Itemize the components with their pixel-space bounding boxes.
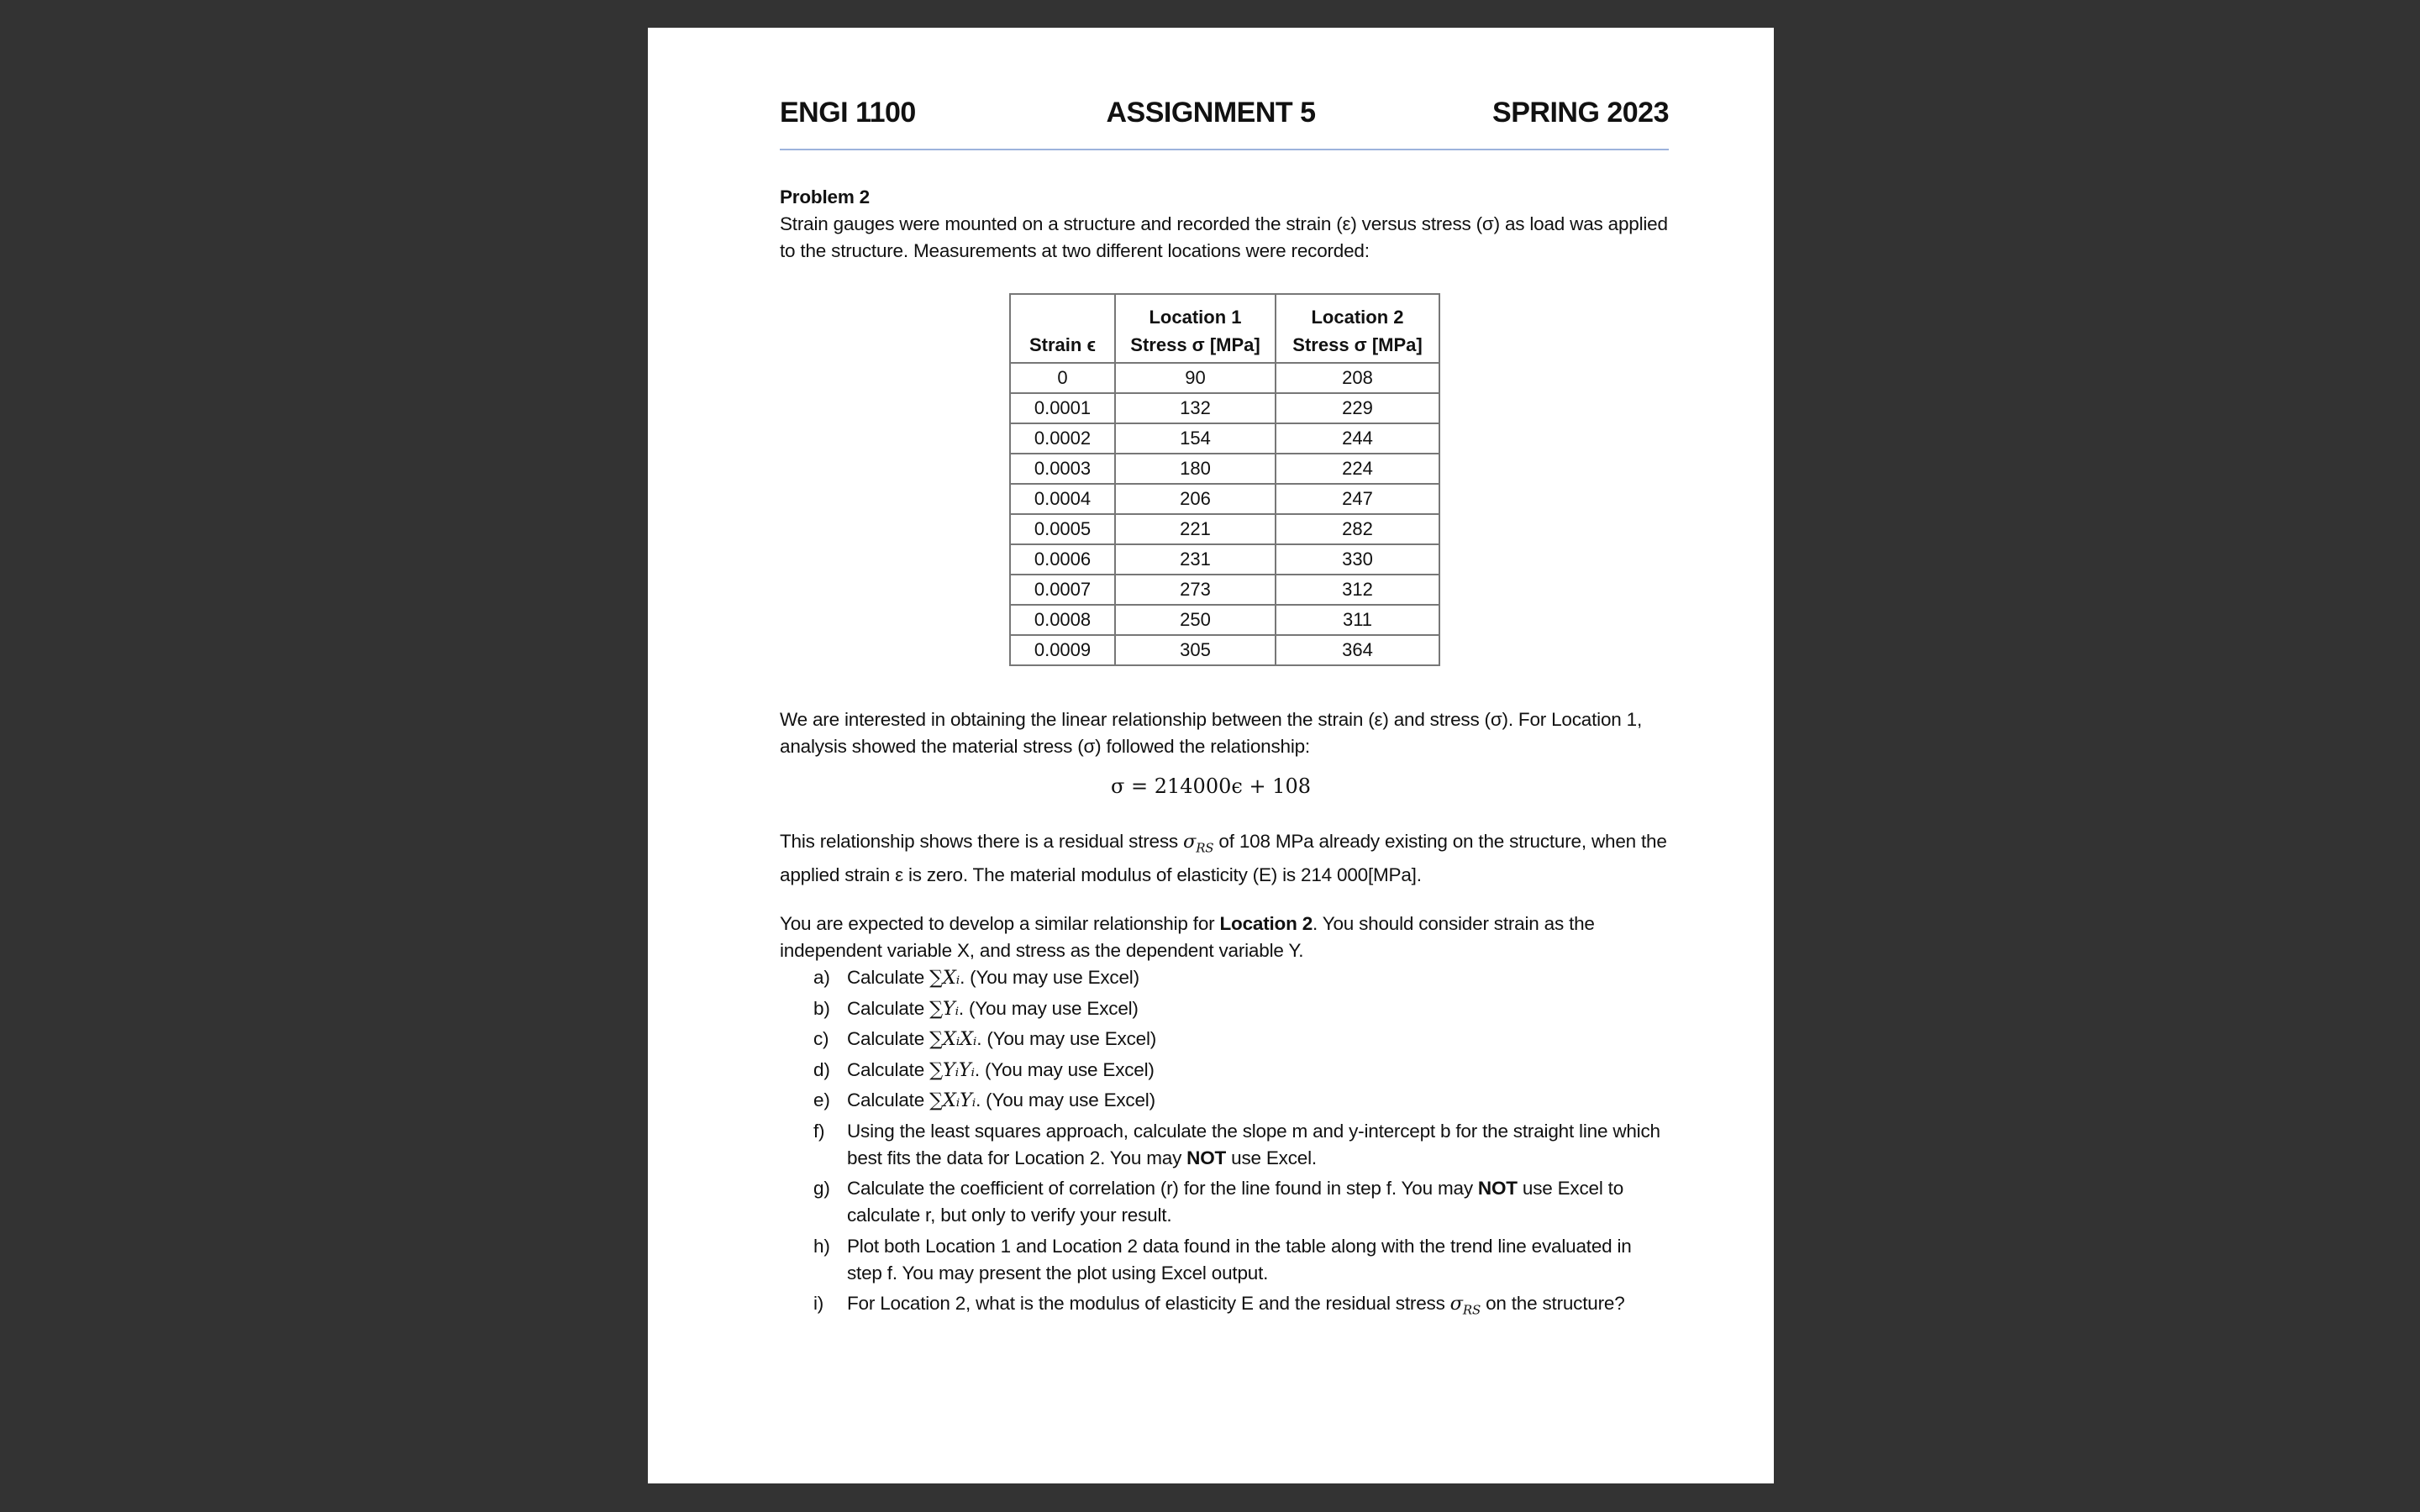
strain-cell: 0.0003: [1010, 454, 1115, 484]
text: . (You may use Excel): [976, 1089, 1155, 1110]
bold-text: NOT: [1186, 1147, 1227, 1168]
text: For Location 2, what is the modulus of elasticity E and the residual stress: [847, 1293, 1450, 1314]
text: Plot both Location 1 and Location 2 data found in the table along with the trend line evaluated in step f. You may present the plot using Excel output.: [847, 1235, 1632, 1284]
table-row: [1010, 454, 1439, 484]
stress1-header: Stress σ [MPa]: [1115, 328, 1276, 363]
text: Using the least squares approach, calculate the slope m and y-intercept b for the straight line which best fits the data for Location 2. You may: [847, 1120, 1660, 1168]
item-text: [847, 1087, 1155, 1114]
location2-stress-cell: 229: [1276, 393, 1439, 423]
item-text: [847, 1057, 1155, 1084]
table-row: [1010, 363, 1439, 393]
item-text: [847, 1233, 1662, 1287]
problem-title: Problem 2: [780, 186, 870, 207]
assignment-title: ASSIGNMENT 5: [1106, 97, 1316, 129]
course-code: ENGI 1100: [780, 97, 916, 129]
strain-cell: 0: [1010, 363, 1115, 393]
location1-stress-cell: 221: [1115, 514, 1276, 544]
sigma-symbol: σ: [1183, 831, 1197, 853]
list-item: [813, 1290, 1662, 1324]
data-table: [1009, 293, 1440, 666]
empty-header: [1010, 294, 1115, 328]
paragraph-location2: [780, 911, 1687, 964]
text: Calculate: [847, 997, 930, 1019]
item-text: [847, 995, 1139, 1022]
table-row: [1010, 514, 1439, 544]
location2-stress-cell: 330: [1276, 544, 1439, 575]
location1-stress-cell: 90: [1115, 363, 1276, 393]
location1-stress-cell: 250: [1115, 605, 1276, 635]
strain-cell: 0.0005: [1010, 514, 1115, 544]
item-text: [847, 1118, 1662, 1172]
math-expression: ∑Xᵢ: [929, 967, 960, 989]
location1-header: Location 1: [1115, 294, 1276, 328]
table-row: [1010, 393, 1439, 423]
math-expression: ∑XᵢYᵢ: [929, 1089, 976, 1111]
table-row: [1010, 423, 1439, 454]
text: . (You may use Excel): [960, 967, 1139, 988]
location2-stress-cell: 312: [1276, 575, 1439, 605]
location1-stress-cell: 273: [1115, 575, 1276, 605]
text: on the structure?: [1481, 1293, 1625, 1314]
text: Calculate: [847, 967, 930, 988]
problem-intro: Strain gauges were mounted on a structure and recorded the strain (ε) versus stress (σ) as load was applied to the structure. Measurements at two different locations were recorded:: [780, 213, 1668, 261]
item-label: d): [813, 1058, 830, 1080]
location2-stress-cell: 208: [1276, 363, 1439, 393]
item-label: f): [813, 1120, 825, 1142]
item-label: i): [813, 1293, 824, 1314]
list-item: [813, 1026, 1662, 1053]
strain-cell: 0.0007: [1010, 575, 1115, 605]
subscript: RS: [1196, 840, 1214, 856]
text: . You should consider strain as the independent variable X, and stress as the dependent variable Y.: [780, 913, 1595, 961]
text: of 108 MPa already existing on the structure, when the applied strain ε is zero. The material modulus of elasticity (E) is 214 000[MPa].: [780, 831, 1667, 885]
text: . (You may use Excel): [976, 1028, 1157, 1049]
table-row: [1010, 544, 1439, 575]
text: use Excel.: [1226, 1147, 1317, 1168]
location2-stress-cell: 244: [1276, 423, 1439, 454]
item-text: [847, 1175, 1662, 1229]
text: Calculate: [847, 1058, 930, 1080]
text: use Excel to calculate r, but only to verify your result.: [847, 1178, 1624, 1226]
location2-stress-cell: 282: [1276, 514, 1439, 544]
math-expression: ∑XᵢXᵢ: [929, 1028, 977, 1050]
math-expression: σ: [1449, 1293, 1463, 1315]
strain-cell: 0.0002: [1010, 423, 1115, 454]
strain-cell: 0.0004: [1010, 484, 1115, 514]
item-text: [847, 964, 1139, 991]
item-label: e): [813, 1089, 830, 1110]
subscript: RS: [1462, 1302, 1481, 1318]
math-expression: ∑YᵢYᵢ: [929, 1058, 975, 1081]
text: This relationship shows there is a residual stress: [780, 831, 1184, 852]
item-label: b): [813, 997, 830, 1019]
strain-cell: 0.0009: [1010, 635, 1115, 665]
bold-text: Location 2: [1219, 913, 1313, 934]
paragraph-linear-relationship: We are interested in obtaining the linear relationship between the strain (ε) and stress (σ). For Location 1, analysis showed the material stress (σ) followed the relationship:: [780, 709, 1642, 757]
stress2-header: Stress σ [MPa]: [1276, 328, 1439, 363]
equation: σ = 214000ϵ + 108: [1111, 774, 1311, 798]
location1-stress-cell: 206: [1115, 484, 1276, 514]
table-row: [1010, 484, 1439, 514]
strain-cell: 0.0006: [1010, 544, 1115, 575]
location1-stress-cell: 154: [1115, 423, 1276, 454]
header-divider: [780, 149, 1669, 150]
item-label: a): [813, 967, 830, 988]
item-label: c): [813, 1028, 829, 1049]
document-page: [648, 28, 1774, 1483]
location2-stress-cell: 224: [1276, 454, 1439, 484]
list-item: [813, 1175, 1662, 1229]
location2-stress-cell: 247: [1276, 484, 1439, 514]
question-list: [813, 964, 1662, 1327]
text: . (You may use Excel): [958, 997, 1139, 1019]
location2-stress-cell: 364: [1276, 635, 1439, 665]
list-item: [813, 964, 1662, 991]
item-label: g): [813, 1178, 830, 1199]
text: Calculate: [847, 1089, 930, 1110]
strain-header: Strain ϵ: [1010, 328, 1115, 363]
paragraph-residual-stress: [780, 828, 1687, 889]
table-row: [1010, 575, 1439, 605]
strain-cell: 0.0008: [1010, 605, 1115, 635]
item-label: h): [813, 1235, 830, 1257]
list-item: [813, 1057, 1662, 1084]
list-item: [813, 1087, 1662, 1114]
text: Calculate: [847, 1028, 930, 1049]
list-item: [813, 995, 1662, 1022]
location1-stress-cell: 231: [1115, 544, 1276, 575]
location2-stress-cell: 311: [1276, 605, 1439, 635]
location1-stress-cell: 132: [1115, 393, 1276, 423]
table-row: [1010, 635, 1439, 665]
location1-stress-cell: 180: [1115, 454, 1276, 484]
list-item: [813, 1118, 1662, 1172]
strain-cell: 0.0001: [1010, 393, 1115, 423]
table-row: [1010, 605, 1439, 635]
item-text: [847, 1290, 1625, 1324]
text: . (You may use Excel): [974, 1058, 1155, 1080]
text: Calculate the coefficient of correlation (r) for the line found in step f. You may: [847, 1178, 1478, 1199]
location2-header: Location 2: [1276, 294, 1439, 328]
text: You are expected to develop a similar relationship for: [780, 913, 1220, 934]
math-expression: ∑Yᵢ: [929, 997, 959, 1020]
location1-stress-cell: 305: [1115, 635, 1276, 665]
term-label: SPRING 2023: [1492, 97, 1669, 129]
list-item: [813, 1233, 1662, 1287]
item-text: [847, 1026, 1156, 1053]
bold-text: NOT: [1477, 1178, 1518, 1199]
